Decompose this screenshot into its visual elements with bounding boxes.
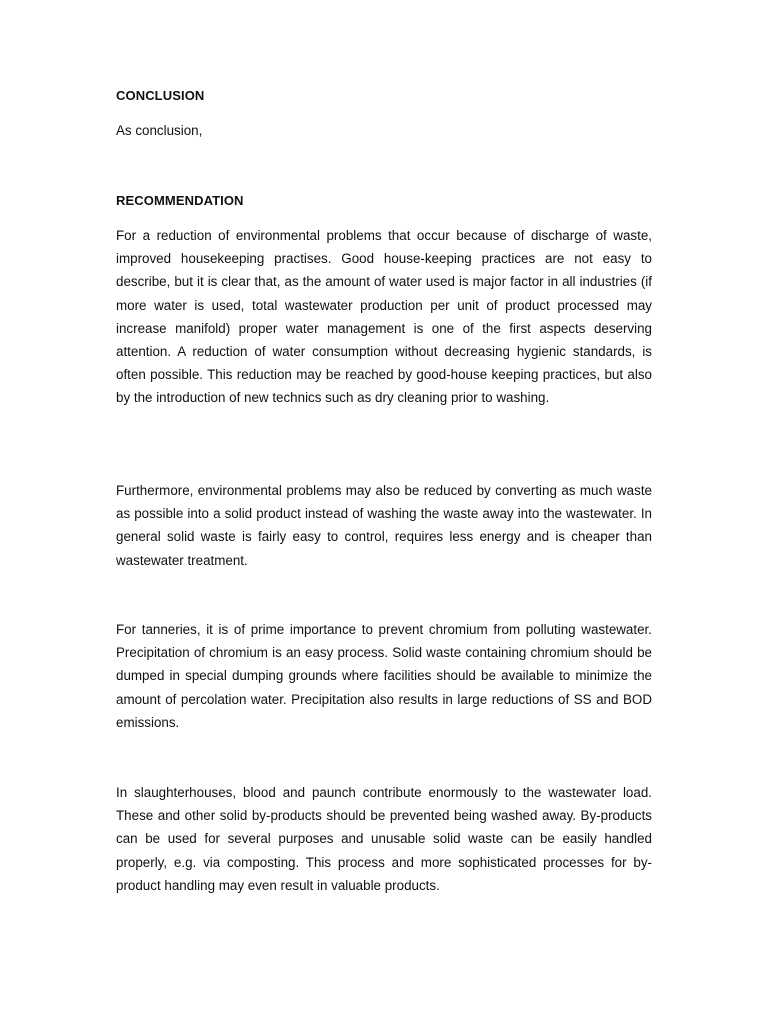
recommendation-paragraph-slaughterhouses: In slaughterhouses, blood and paunch contribute enormously to the wastewater load. These and other solid by-products should be prevented being washed away. By-products can be used for several purposes and unusable solid waste can be easily handled properly, e.g. via composting. This process and more sophisticated processes for by-product handling may even result in valuable products. <box>116 785 652 893</box>
recommendation-paragraph-tanneries: For tanneries, it is of prime importance to prevent chromium from polluting wastewater. Precipitation of chromium is an easy process. Solid waste containing chromium should be dumped in special dumping grounds where facilities should be available to minimize the amount of percolation water. Precipitation also results in large reductions of SS and BOD emissions. <box>116 622 652 730</box>
conclusion-text: As conclusion, <box>116 123 203 138</box>
conclusion-heading: CONCLUSION <box>116 88 205 103</box>
recommendation-paragraph-solid-waste: Furthermore, environmental problems may also be reduced by converting as much waste as possible into a solid product instead of washing the waste away into the wastewater. In general solid waste is fairly easy to control, requires less energy and is cheaper than wastewater treatment. <box>116 483 652 568</box>
recommendation-heading: RECOMMENDATION <box>116 193 244 208</box>
recommendation-paragraph-housekeeping: For a reduction of environmental problems that occur because of discharge of waste, improved housekeeping practises. Good house-keeping practices are not easy to describe, but it is clear that, as the amount of water used is major factor in all industries (if more water is used, total wastewater production per unit of product processed may increase manifold) proper water management is one of the first aspects deserving attention. A reduction of water consumption without decreasing hygienic standards, is often possible. This reduction may be reached by good-house keeping practices, but also by the introduction of new technics such as dry cleaning prior to washing. <box>116 228 652 406</box>
